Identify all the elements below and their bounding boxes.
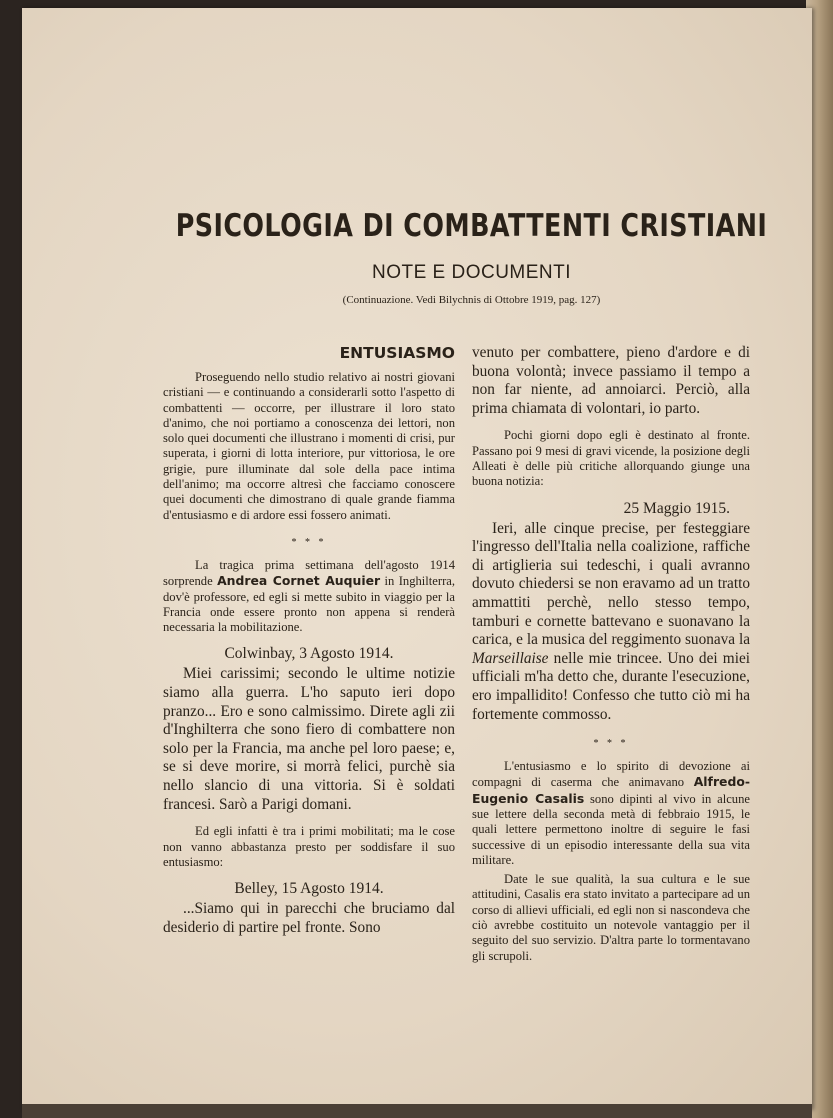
text-span: Ieri, alle cinque precise, per festeggiare l'ingresso dell'Italia nella coalizione, raffiche di artiglieria sui tedeschi, i quali avranno dovuto chiedersi se non eravamo ad un tratto ammattiti perchè, nello stesso tempo, tamburi e cornette battevano e suonavano la carica, e la musica del reggimento suonava la [472,519,750,649]
paragraph-text: Ed egli infatti è tra i primi mobilitati; ma le cose non vanno abbastanza presto per soddisfare il suo entusiasmo: [163,824,455,869]
section-divider: * * * [593,738,629,750]
section-heading: ENTUSIASMO [339,344,455,362]
text-span: sono dipinti al vivo in alcune sue lettere della seconda metà di febbraio 1915, le quali lettere permettono inoltre di seguire le fasi successive di un episodio interessante della sua vita militare. [472,791,750,867]
page-bottom-shadow [22,1104,812,1118]
left-column [163,344,455,937]
right-column [472,344,750,964]
paragraph-text: Pochi giorni dopo egli è destinato al fronte. Passano poi 9 mesi di gravi vicende, la posizione degli Alleati è delle più critiche allorquando giunge una buona notizia: [472,428,750,489]
text-span: in Inghilterra, dov'è professore, ed egli si mette subito in viaggio per la Francia onde essere pronto non appena si renderà necessaria la mobilitazione. [163,574,455,635]
intro-paragraph: Proseguendo nello studio relativo ai nostri giovani cristiani — e continuando a considerarli sotto l'aspetto di combattenti — occorre, per illustrare il loro stato d'animo, che noi portiamo a conoscenza dei lettori, non solo quei documenti che illustrano i momenti di crisi, pur superata, i giorni di lotta interiore, pur vittoriosa, le ore grigie, pure illuminate dal sole della pace intima dell'animo; ma occorre altresì che facciamo conoscere quei documenti che dimostrano di quale grande fiamma d'entusiasmo e di ardore essi fossero animati. [163,370,455,522]
text-span: La tragica prima settimana dell'agosto 1914 sorprende [163,557,455,589]
letter-dateline: Colwinbay, 3 Agosto 1914. [224,645,394,663]
paragraph-text: Date le sue qualità, la sua cultura e le sue attitudini, Casalis era stato invitato a partecipare ad un corso di allievi ufficiali, ed egli non si nascondeva che ciò avrebbe costituito un notevole vantaggio per il seguito del suo servizio. D'altra parte lo tormentavano gli scrupoli. [472,872,750,963]
article-subtitle: NOTE E DOCUMENTI [371,262,572,283]
text-span: nelle mie trincee. Uno dei miei ufficiali m'ha detto che, durante l'esecuzione, ero impallidito! Confesso che tutto ciò mi ha fortemente commosso. [472,649,750,723]
letter-dateline: Belley, 15 Agosto 1914. [234,880,384,898]
paragraph-cornet [163,558,455,635]
letter-dateline: 25 Maggio 1915. [623,499,730,517]
letter-text: ...Siamo qui in parecchi che bruciamo dal desiderio di partire pel fronte. Sono [163,900,455,936]
letter-text: Miei carissimi; secondo le ultime notizie siamo alla guerra. L'ho saputo ieri dopo pranzo... Ero e sono calmissimo. Direte agli zii d'Inghilterra che sono fiero di combattere non solo per la Francia, ma anche pel loro paese; e, se si deve morire, si morrà felici, purchè sia nello slancio di una vittoria. Si è soldati francesi. Sarò a Parigi domani. [163,665,455,813]
article-title: PSICOLOGIA DI COMBATTENTI CRISTIANI [175,208,768,244]
person-name: Andrea Cornet Auquier [217,573,381,589]
paragraph-casalis [472,759,750,868]
letter-text: venuto per combattere, pieno d'ardore e di buona volontà; invece passiamo il tempo a non far niente, ad annoiarci. Perciò, alla prima chiamata di volontari, io parto. [472,344,750,417]
letter-text [472,520,750,725]
text-span: L'entusiasmo e lo spirito di devozione ai compagni di caserma che animavano [472,759,750,790]
section-divider: * * * [291,536,327,548]
continuation-note: (Continuazione. Vedi Bilychnis di Ottobre 1919, pag. 127) [342,294,601,306]
italic-title: Marseillaise [472,649,549,667]
person-name: Alfredo-Eugenio Casalis [472,774,750,806]
